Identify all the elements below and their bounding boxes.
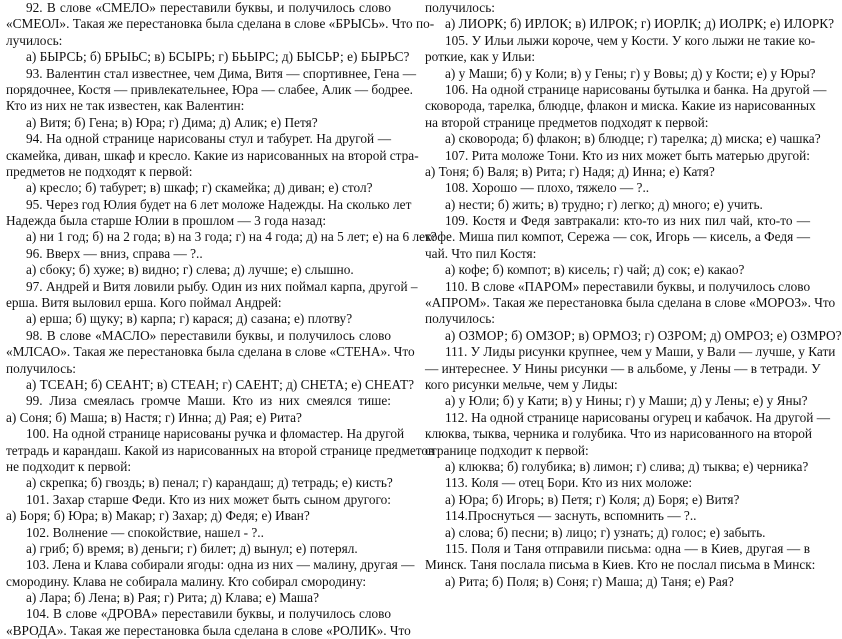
text-line: а) слова; б) песни; в) лицо; г) узнать; д) голос; е) забыть.: [445, 524, 766, 540]
text-line: 96. Вверх — вниз, справа — ?..: [26, 245, 203, 261]
text-line: 104. В слове «ДРОВА» переставили буквы, и получилось слово: [26, 606, 391, 622]
text-line: 102. Волнение — спокойствие, нашел - ?..: [26, 524, 264, 540]
text-line: не подходит к первой:: [6, 458, 132, 474]
text-line: 105. У Ильи лыжи короче, чем у Кости. У кого лыжи не такие ко-: [445, 32, 816, 48]
text-line: Кто из них не так известен, как Валентин:: [6, 98, 245, 114]
text-line: предметов не подходят к первой:: [6, 163, 193, 179]
text-line: 107. Рита моложе Тони. Кто из них может быть матерью другой:: [445, 147, 810, 163]
text-line: а) Юра; б) Игорь; в) Петя; г) Коля; д) Боря; е) Витя?: [445, 491, 740, 507]
text-line: 97. Андрей и Витя ловили рыбу. Один из них поймал карпа, другой –: [26, 278, 418, 294]
text-line: а) Тоня; б) Валя; в) Рита; г) Надя; д) Инна; е) Катя?: [425, 163, 715, 179]
text-line: 114.Проснуться — заснуть, вспомнить — ?..: [445, 508, 697, 524]
text-line: а) ЛИОРК; б) ИРЛОК; в) ИЛРОК; г) ИОРЛК; д) ИОЛРК; е) ИЛОРК?: [445, 16, 834, 32]
text-line: 93. Валентин стал известнее, чем Дима, Витя — спортивнее, Гена —: [26, 65, 416, 81]
left-text-column: [6, 0, 437, 639]
text-line: а) кофе; б) компот; в) кисель; г) чай; д) сок; е) какао?: [445, 262, 745, 278]
text-line: а) БЫРСЬ; б) БРЫЬС; в) БСЫРЬ; г) БЬЫРС; д) БЫСЬР; е) БЫРЬС?: [26, 49, 410, 65]
text-line: смородину. Клава не собирала малину. Кто собирал смородину:: [6, 573, 367, 589]
text-line: тетрадь и карандаш. Какой из нарисованных на второй странице предметов: [6, 442, 435, 458]
text-line: ерша. Витя выловил ерша. Кого поймал Андрей:: [6, 295, 282, 311]
text-line: а) Боря; б) Юра; в) Макар; г) Захар; д) Федя; е) Иван?: [6, 508, 310, 524]
text-line: — интереснее. У Нины рисунки — в альбоме, у Лены — в тетради. У: [425, 360, 821, 376]
text-line: а) Рита; б) Поля; в) Соня; г) Маша; д) Таня; е) Рая?: [445, 573, 734, 589]
text-line: а) гриб; б) время; в) деньги; г) билет; д) вынул; е) потерял.: [26, 540, 358, 556]
right-text-column: [425, 0, 842, 590]
text-line: получилось:: [6, 360, 76, 376]
text-line: 108. Хорошо — плохо, тяжело — ?..: [445, 180, 650, 196]
text-line: порядочнее, Костя — привлекательнее, Юра — слабее, Алик — бодрее.: [6, 81, 413, 97]
text-line: а) Лара; б) Лена; в) Рая; г) Рита; д) Клава; е) Маша?: [26, 590, 319, 606]
text-line: 113. Коля — отец Бори. Кто из них моложе:: [445, 475, 693, 491]
text-line: 94. На одной странице нарисованы стул и табурет. На другой —: [26, 131, 391, 147]
text-line: 101. Захар старше Феди. Кто из них может быть сыном другого:: [26, 491, 391, 507]
text-line: Минск. Таня послала письма в Киев. Кто не послал письма в Минск:: [425, 557, 816, 573]
text-line: «СМЕОЛ». Такая же перестановка была сделана в слове «БРЫСЬ». Что по-: [6, 16, 435, 32]
text-line: «АПРОМ». Такая же перестановка была сделана в слове «МОРОЗ». Что: [425, 295, 836, 311]
text-line: Надежда была старше Юлии в прошлом — 3 года назад:: [6, 213, 327, 229]
text-line: получилось:: [425, 0, 495, 15]
text-line: скамейка, диван, шкаф и кресло. Какие из нарисованных на второй стра-: [6, 147, 419, 163]
text-line: кого рисунки мельче, чем у Лиды:: [425, 376, 618, 392]
text-line: а) кресло; б) табурет; в) шкаф; г) скамейка; д) диван; е) стол?: [26, 180, 373, 196]
text-line: а) ТСЕАН; б) СЕАНТ; в) СТЕАН; г) САЕНТ; д) СНЕТА; е) СНЕАТ?: [26, 376, 414, 392]
text-line: а) ни 1 год; б) на 2 года; в) на 3 года; г) на 4 года; д) на 5 лет; е) на 6 лет?: [26, 229, 437, 245]
text-line: кофе. Миша пил компот, Сережа — сок, Игорь — кисель, а Федя —: [425, 229, 810, 245]
text-line: 92. В слове «СМЕЛО» переставили буквы, и получилось слово: [26, 0, 391, 15]
text-line: 100. На одной странице нарисованы ручка и фломастер. На другой: [26, 426, 405, 442]
text-line: «МЛСАО». Такая же перестановка была сделана в слове «СТЕНА». Что: [6, 344, 415, 360]
text-line: а) сбоку; б) хуже; в) видно; г) слева; д) лучше; е) слышно.: [26, 262, 354, 278]
text-line: странице подходит к первой:: [425, 442, 589, 458]
text-line: а) сковорода; б) флакон; в) блюдце; г) тарелка; д) миска; е) чашка?: [445, 131, 821, 147]
text-line: а) Соня; б) Маша; в) Настя; г) Инна; д) Рая; е) Рита?: [6, 409, 302, 425]
text-line: лучилось:: [6, 32, 63, 48]
text-line: на второй странице предметов подходят к первой:: [425, 114, 709, 130]
text-line: а) у Маши; б) у Коли; в) у Гены; г) у Вовы; д) у Кости; е) у Юры?: [445, 65, 816, 81]
text-line: 110. В слове «ПАРОМ» переставили буквы, и получилось слово: [445, 278, 811, 294]
text-line: 109. Костя и Федя завтракали: кто-то из них пил чай, кто-то —: [445, 213, 810, 229]
text-line: 99. Лиза смеялась громче Маши. Кто из них смеялся тише:: [26, 393, 391, 409]
text-line: получилось:: [425, 311, 495, 327]
text-line: чай. Что пил Костя:: [425, 245, 537, 261]
text-line: а) ОЗМОР; б) ОМЗОР; в) ОРМОЗ; г) ОЗРОМ; д) ОМРОЗ; е) ОЗМРО?: [445, 327, 842, 343]
text-line: а) нести; б) жить; в) трудно; г) легко; д) много; е) учить.: [445, 196, 763, 212]
text-line: 115. Поля и Таня отправили письма: одна — в Киев, другая — в: [445, 540, 810, 556]
text-line: а) Витя; б) Гена; в) Юра; г) Дима; д) Алик; е) Петя?: [26, 114, 318, 130]
text-line: 95. Через год Юлия будет на 6 лет моложе Надежды. На сколько лет: [26, 196, 412, 212]
text-line: 106. На одной странице нарисованы бутылка и банка. На другой —: [445, 81, 827, 97]
text-line: «ВРОДА». Такая же перестановка была сделана в слове «РОЛИК». Что: [6, 622, 411, 638]
text-line: клюква, тыква, черника и голубика. Что из нарисованного на второй: [425, 426, 813, 442]
text-line: сковорода, тарелка, блюдце, флакон и миска. Какие из нарисованных: [425, 98, 816, 114]
text-line: а) клюква; б) голубика; в) лимон; г) слива; д) тыква; е) черника?: [445, 458, 809, 474]
text-line: а) скрепка; б) гвоздь; в) пенал; г) карандаш; д) тетрадь; е) кисть?: [26, 475, 393, 491]
text-line: 103. Лена и Клава собирали ягоды: одна из них — малину, другая —: [26, 557, 415, 573]
text-line: а) у Юли; б) у Кати; в) у Нины; г) у Маши; д) у Лены; е) у Яны?: [445, 393, 808, 409]
text-line: 111. У Лиды рисунки крупнее, чем у Маши, у Вали — лучше, у Кати: [445, 344, 836, 360]
text-line: роткие, как у Ильи:: [425, 49, 536, 65]
text-line: 98. В слове «МАСЛО» переставили буквы, и получилось слово: [26, 327, 391, 343]
text-line: а) ерша; б) щуку; в) карпа; г) карася; д) сазана; е) плотву?: [26, 311, 353, 327]
text-line: 112. На одной странице нарисованы огурец и кабачок. На другой —: [445, 409, 831, 425]
